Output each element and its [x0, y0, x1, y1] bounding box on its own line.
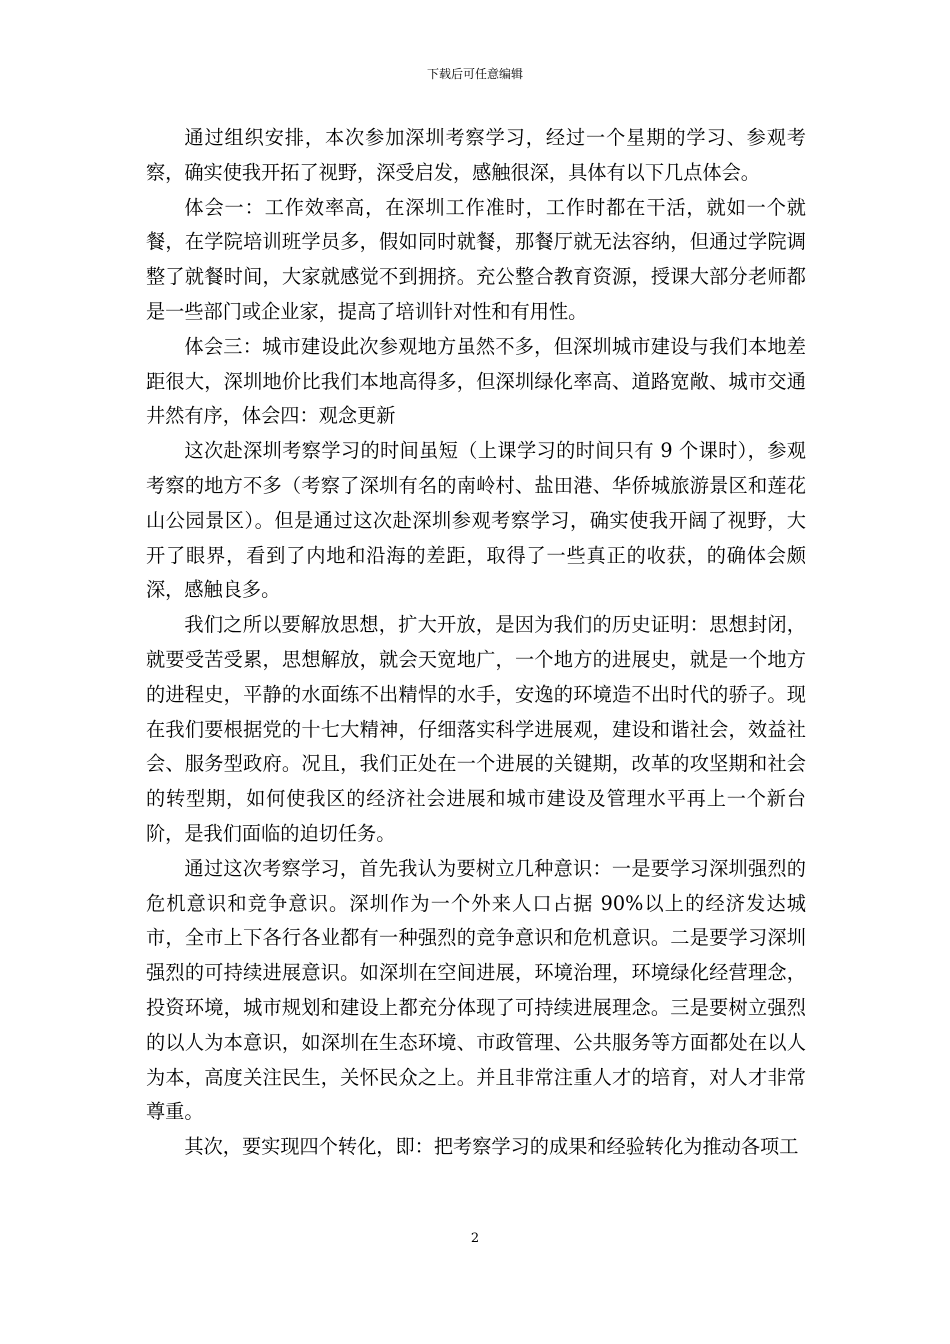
page-number: 2	[470, 1231, 480, 1246]
paragraph: 体会一：工作效率高，在深圳工作准时，工作时都在干活，就如一个就餐，在学院培训班学员多，假如同时就餐，那餐厅就无法容纳，但通过学院调整了就餐时间，大家就感觉不到拥挤。充公整合教育资源，授课大部分老师都是一些部门或企业家，提高了培训针对性和有用性。	[146, 195, 806, 323]
document-body	[146, 121, 806, 1165]
paragraph: 这次赴深圳考察学习的时间虽短（上课学习的时间只有 9 个课时），参观考察的地方不多（考察了深圳有名的南岭村、盐田港、华侨城旅游景区和莲花山公园景区）。但是通过这次赴深圳参观考察学习，确实使我开阔了视野，大开了眼界，看到了内地和沿海的差距，取得了一些真正的收获，的确体会颇深，感触良多。	[146, 439, 806, 602]
paragraph: 体会三：城市建设此次参观地方虽然不多，但深圳城市建设与我们本地差距很大，深圳地价比我们本地高得多，但深圳绿化率高、道路宽敞、城市交通井然有序，体会四：观念更新	[146, 334, 806, 428]
paragraph: 我们之所以要解放思想，扩大开放，是因为我们的历史证明：思想封闭，就要受苦受累，思想解放，就会天宽地广，一个地方的进展史，就是一个地方的进程史，平静的水面练不出精悍的水手，安逸的环境造不出时代的骄子。现在我们要根据党的十七大精神，仔细落实科学进展观，建设和谐社会，效益社会、服务型政府。况且，我们正处在一个进展的关键期，改革的攻坚期和社会的转型期，如何使我区的经济社会进展和城市建设及管理水平再上一个新台阶，是我们面临的迫切任务。	[146, 613, 806, 845]
paragraph: 通过这次考察学习，首先我认为要树立几种意识：一是要学习深圳强烈的危机意识和竞争意识。深圳作为一个外来人口占据 90%以上的经济发达城市，全市上下各行各业都有一种强烈的竞争意识和危机意识。二是要学习深圳强烈的可持续进展意识。如深圳在空间进展，环境治理，环境绿化经营理念，投资环境，城市规划和建设上都充分体现了可持续进展理念。三是要树立强烈的以人为本意识，如深圳在生态环境、市政管理、公共服务等方面都处在以人为本，高度关注民生，关怀民众之上。并且非常注重人才的培育，对人才非常尊重。	[146, 856, 806, 1124]
page-header: 下载后可任意编辑	[426, 67, 523, 81]
paragraph: 其次，要实现四个转化，即：把考察学习的成果和经验转化为推动各项工	[184, 1135, 799, 1159]
paragraph: 通过组织安排，本次参加深圳考察学习，经过一个星期的学习、参观考察，确实使我开拓了视野，深受启发，感触很深，具体有以下几点体会。	[146, 126, 806, 184]
